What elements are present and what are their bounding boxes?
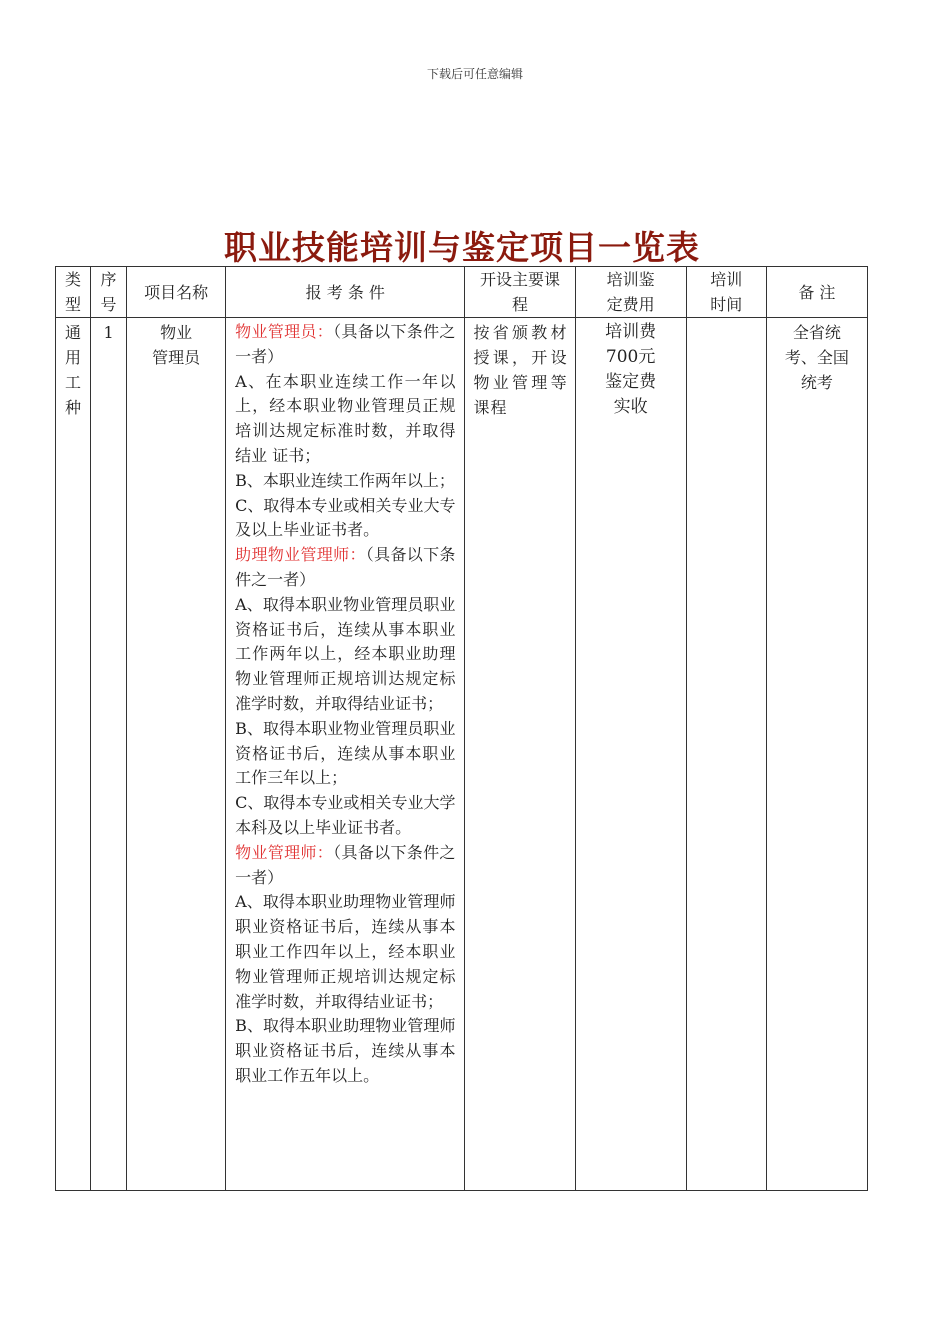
condition-item: B、取得本职业物业管理员职业资格证书后，连续从事本职业工作三年以上； — [235, 718, 456, 788]
type-char: 工 — [65, 373, 82, 392]
condition-item: B、本职业连续工作两年以上； — [235, 470, 455, 490]
header-fee-line: 培训鉴 — [606, 270, 655, 289]
cell-courses: 按省颁教材授课，开设物业管理等课程 — [465, 318, 575, 1191]
header-name: 项目名称 — [127, 267, 226, 318]
header-courses — [465, 267, 575, 318]
cell-fee — [575, 318, 686, 1191]
condition-heading — [235, 543, 455, 593]
note-line: 考、全国 — [784, 348, 849, 367]
header-no-line: 序 — [100, 270, 117, 289]
cell-conditions — [226, 318, 465, 1191]
condition-suffix: （具备以下条件之一者） — [235, 842, 456, 887]
header-note: 下载后可任意编辑 — [426, 67, 523, 81]
condition-suffix: （具备以下条件之一者） — [235, 322, 456, 366]
type-char: 通 — [65, 323, 82, 342]
condition-item: A、取得本职业助理物业管理师职业资格证书后，连续从事本职业工作四年以上，经本职业物业管理师正规培训达规定标准学时数，并取得结业证书； — [235, 892, 456, 1011]
header-courses-line: 开设主要课 — [480, 270, 561, 289]
condition-heading — [235, 841, 455, 891]
condition-item: A、取得本职业物业管理员职业资格证书后，连续从事本职业工作两年以上，经本职业助理物业管理师正规培训达规定标准学时数，并取得结业证书； — [235, 594, 456, 713]
table-header-row — [56, 267, 868, 318]
header-no-line: 号 — [100, 295, 117, 314]
condition-item: A、在本职业连续工作一年以上，经本职业物业管理员正规培训达规定标准时数，并取得结业 证书； — [235, 371, 456, 465]
name-line: 管理员 — [152, 348, 201, 367]
cell-time — [686, 318, 766, 1191]
fee-line: 实收 — [613, 397, 648, 417]
condition-item: B、取得本职业助理物业管理师职业资格证书后，连续从事本职业工作五年以上。 — [235, 1016, 456, 1085]
header-note: 备 注 — [766, 267, 867, 318]
header-time-line: 培训 — [710, 270, 743, 289]
note-line: 全省统 — [792, 323, 841, 342]
condition-title: 助理物业管理师： — [235, 545, 366, 565]
type-char: 种 — [65, 398, 82, 417]
cell-name — [127, 318, 226, 1191]
cell-note — [766, 318, 867, 1191]
fee-line: 培训费 — [605, 322, 657, 342]
condition-suffix: （具备以下条件之一者） — [235, 545, 456, 589]
header-no — [91, 267, 127, 318]
type-char: 用 — [65, 348, 82, 367]
document-title: 职业技能培训与鉴定项目一览表 — [224, 228, 700, 267]
header-courses-line: 程 — [512, 295, 529, 314]
header-type — [56, 267, 91, 318]
fee-line: 700元 — [605, 347, 656, 367]
header-fee — [575, 267, 686, 318]
fee-line: 鉴定费 — [605, 372, 657, 392]
condition-heading — [235, 320, 455, 370]
condition-title: 物业管理员： — [235, 322, 334, 341]
header-time — [686, 267, 766, 318]
header-type-line: 类 — [65, 270, 82, 289]
condition-item: C、取得本专业或相关专业大专及以上毕业证书者。 — [235, 495, 456, 540]
header-conditions: 报 考 条 件 — [226, 267, 465, 318]
cell-no: 1 — [91, 318, 127, 1191]
header-time-line: 时间 — [710, 295, 743, 314]
training-items-table — [55, 266, 868, 1191]
table-row — [56, 318, 868, 1191]
name-line: 物业 — [160, 323, 193, 342]
condition-item: C、取得本专业或相关专业大学本科及以上毕业证书者。 — [235, 793, 456, 837]
header-fee-line: 定费用 — [606, 295, 655, 314]
cell-type — [56, 318, 91, 1191]
note-line: 统考 — [800, 373, 833, 392]
header-type-line: 型 — [65, 295, 82, 314]
condition-title: 物业管理师： — [235, 842, 334, 862]
